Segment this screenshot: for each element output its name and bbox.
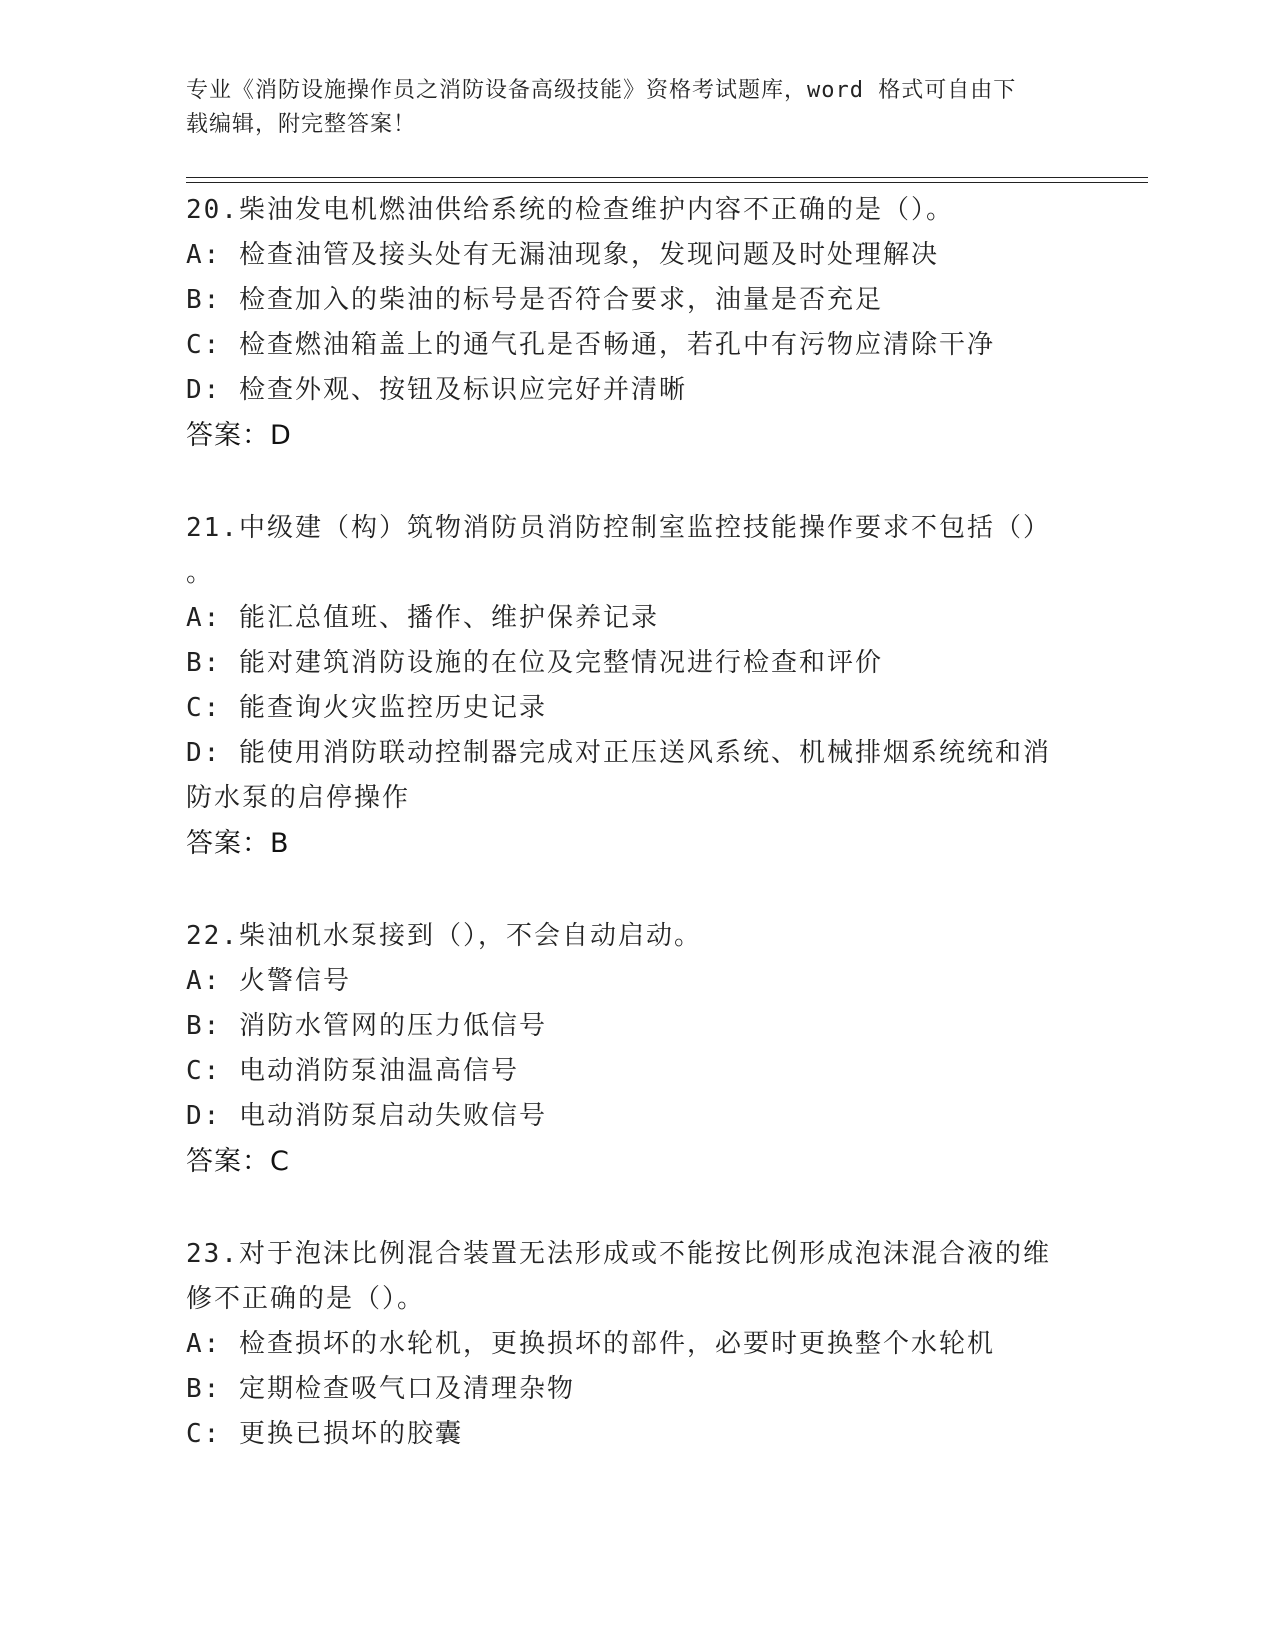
header-divider-top (186, 177, 1148, 178)
option-b: B: 检查加入的柴油的标号是否符合要求，油量是否充足 (186, 285, 883, 315)
header-line-1: 专业《消防设施操作员之消防设备高级技能》资格考试题库，word 格式可自由下 (186, 78, 1017, 103)
header-divider-bottom (186, 182, 1148, 183)
header-line-2: 载编辑，附完整答案！ (186, 112, 417, 137)
option-c: C: 能查询火灾监控历史记录 (186, 693, 547, 723)
option-c: C: 更换已损坏的胶囊 (186, 1419, 463, 1449)
question-stem: 23.对于泡沫比例混合装置无法形成或不能按比例形成泡沫混合液的维 (186, 1239, 1051, 1269)
question-22 (186, 914, 1086, 1185)
question-stem: 22.柴油机水泵接到（），不会自动启动。 (186, 921, 702, 951)
answer-label: 答案：B (186, 828, 290, 859)
question-stem-continuation: 。 (186, 558, 215, 588)
option-b: B: 消防水管网的压力低信号 (186, 1011, 547, 1041)
question-stem-continuation: 修不正确的是（）。 (186, 1284, 426, 1314)
question-stem: 20.柴油发电机燃油供给系统的检查维护内容不正确的是（）。 (186, 195, 954, 225)
option-a: A: 检查损坏的水轮机，更换损坏的部件，必要时更换整个水轮机 (186, 1329, 995, 1359)
question-23 (186, 1232, 1086, 1457)
option-d: D: 检查外观、按钮及标识应完好并清晰 (186, 375, 687, 405)
option-c: C: 电动消防泵油温高信号 (186, 1056, 519, 1086)
answer-label: 答案：C (186, 1146, 290, 1177)
question-20 (186, 188, 1086, 459)
option-b: B: 定期检查吸气口及清理杂物 (186, 1374, 575, 1404)
answer-label: 答案：D (186, 420, 292, 451)
option-d: D: 能使用消防联动控制器完成对正压送风系统、机械排烟系统统和消 (186, 738, 1051, 768)
option-a: A: 火警信号 (186, 966, 351, 996)
option-a: A: 检查油管及接头处有无漏油现象，发现问题及时处理解决 (186, 240, 939, 270)
option-d-continuation: 防水泵的启停操作 (186, 783, 411, 813)
option-b: B: 能对建筑消防设施的在位及完整情况进行检查和评价 (186, 648, 883, 678)
question-stem: 21.中级建（构）筑物消防员消防控制室监控技能操作要求不包括（） (186, 513, 1051, 543)
question-21 (186, 506, 1086, 867)
option-c: C: 检查燃油箱盖上的通气孔是否畅通，若孔中有污物应清除干净 (186, 330, 995, 360)
option-d: D: 电动消防泵启动失败信号 (186, 1101, 547, 1131)
option-a: A: 能汇总值班、播作、维护保养记录 (186, 603, 659, 633)
document-header (186, 74, 1086, 142)
